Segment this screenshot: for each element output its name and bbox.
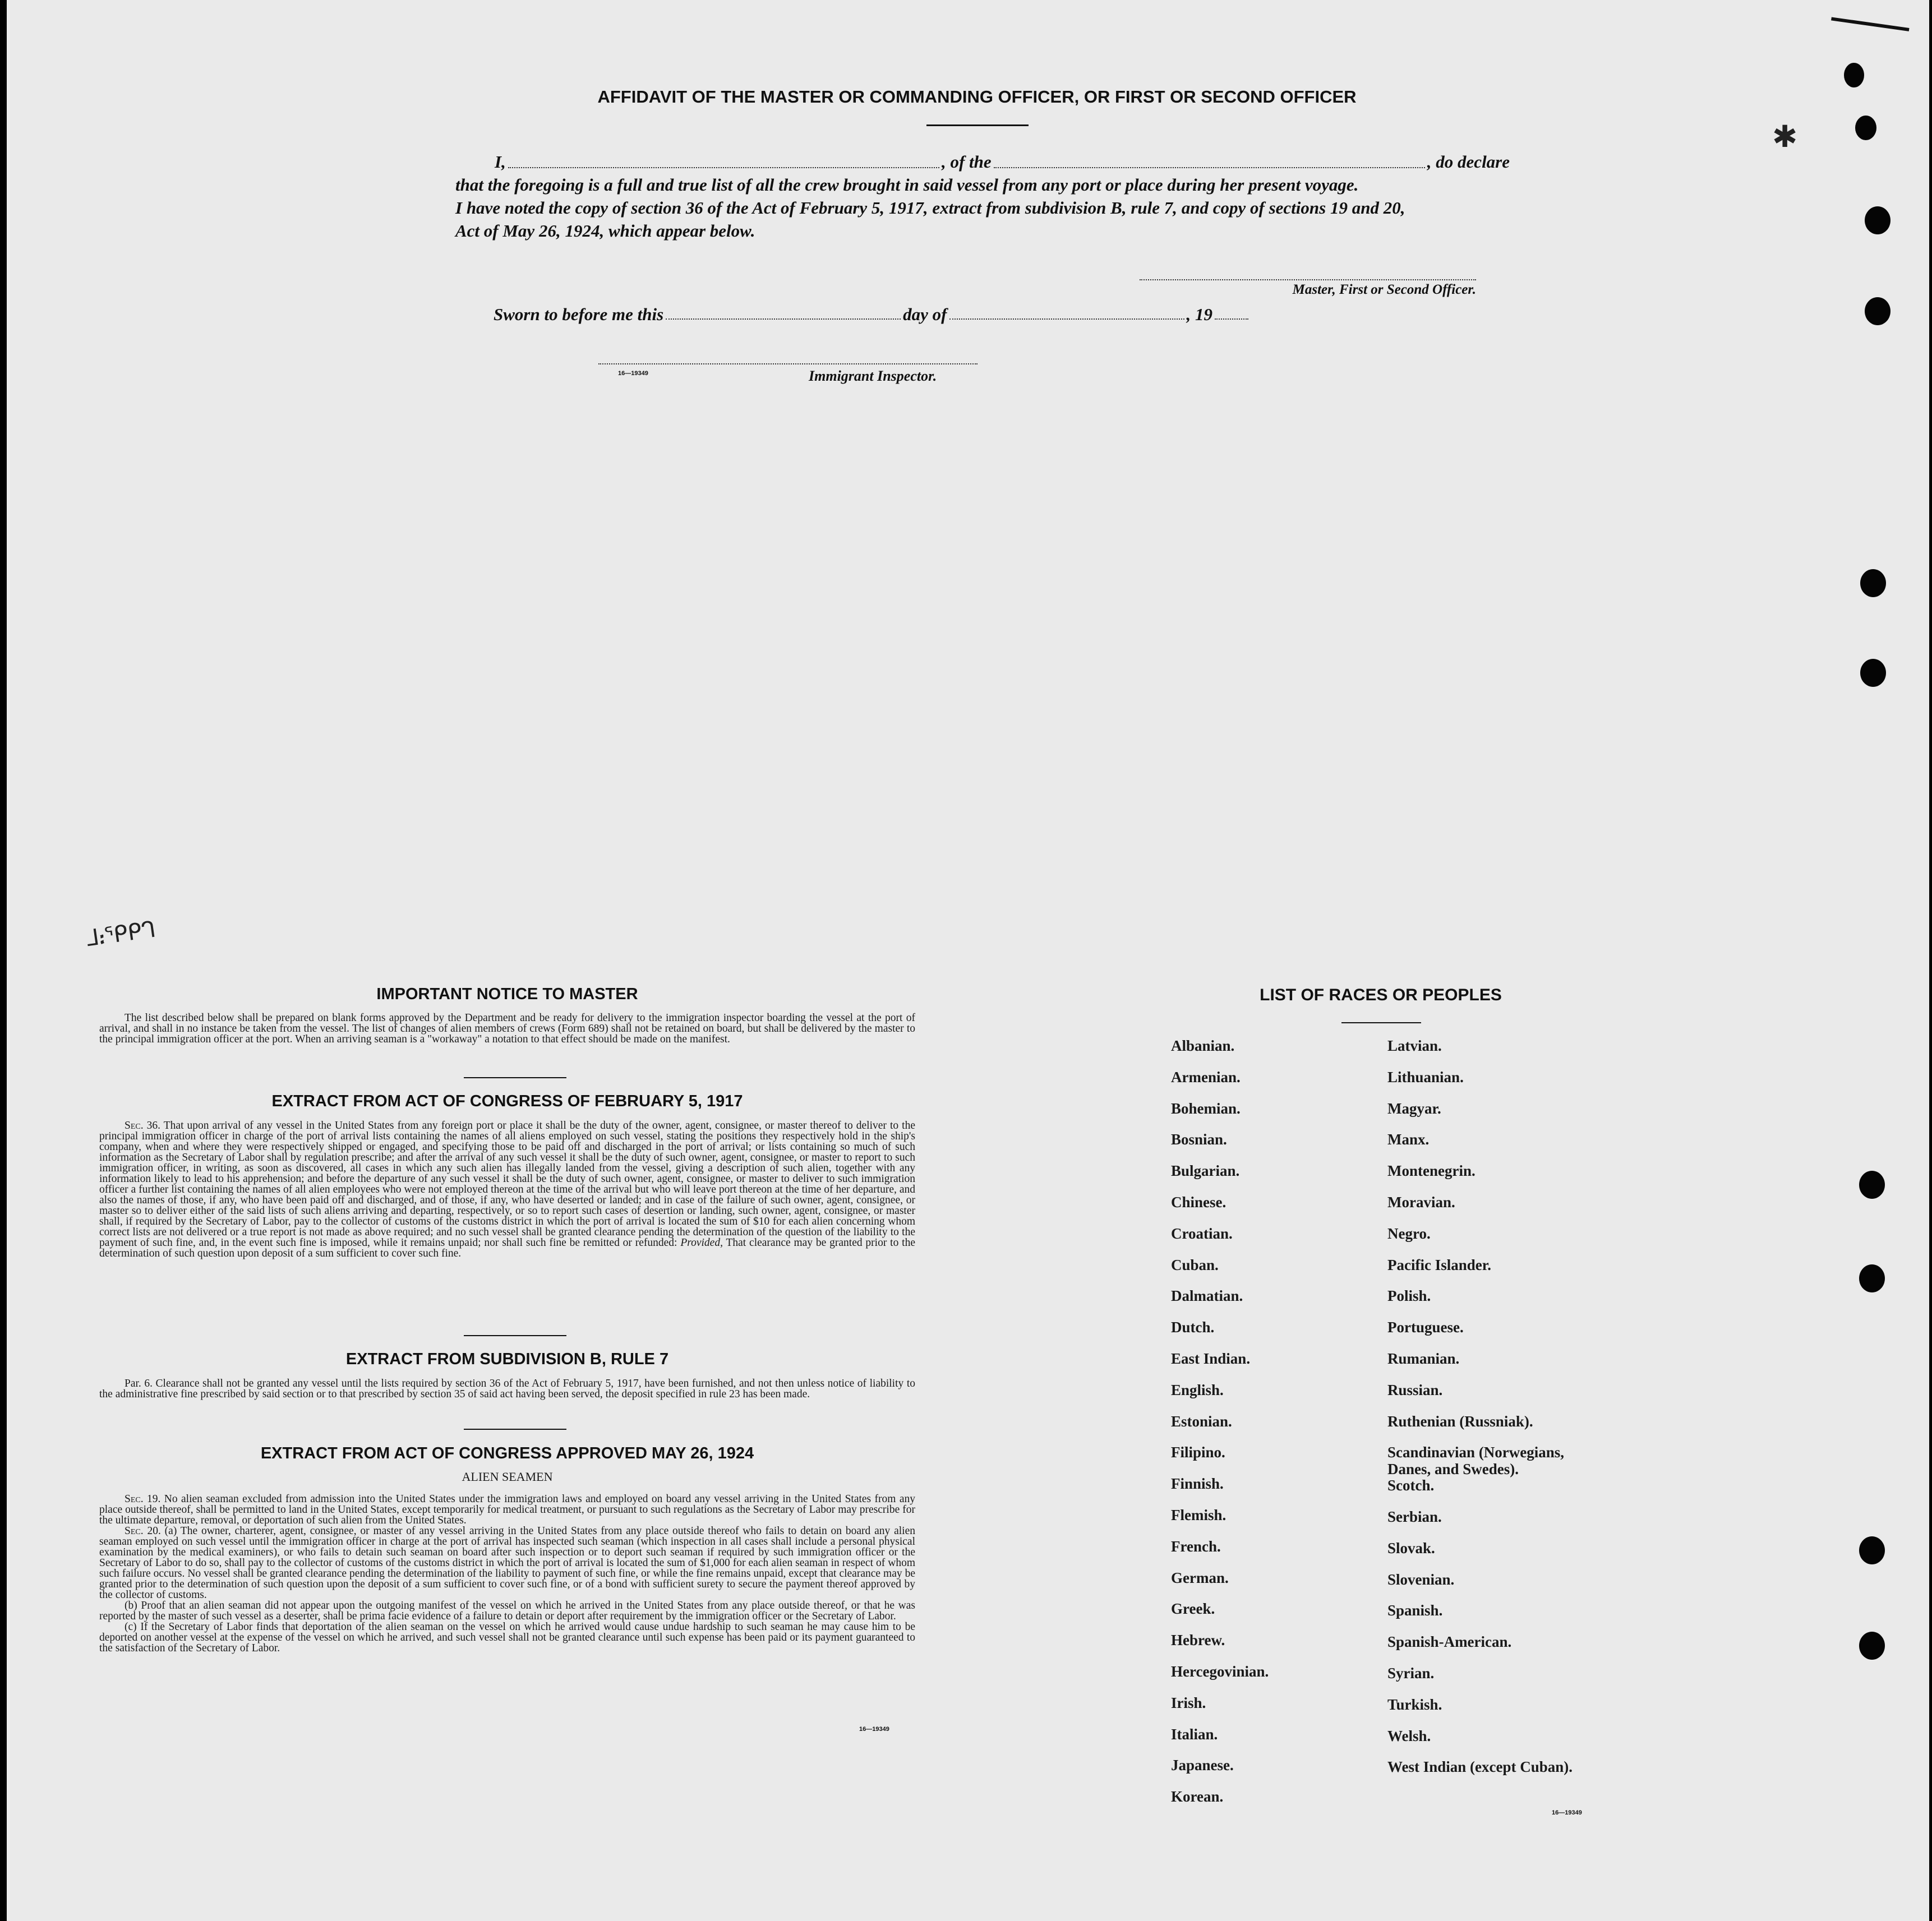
race-item: Dalmatian. [1171,1287,1243,1305]
declarant-name-field[interactable] [508,167,939,168]
race-item: Montenegrin. [1387,1162,1475,1180]
race-item: Chinese. [1171,1194,1226,1211]
affidavit-title: AFFIDAVIT OF THE MASTER OR COMMANDING OFFICER, OR FIRST OR SECOND OFFICER [597,87,1357,107]
race-item: Armenian. [1171,1068,1241,1086]
punch-hole [1844,63,1864,87]
race-item: Japanese. [1171,1757,1234,1774]
page-corner-mark [1828,17,1909,53]
handwritten-mark: ᒧ᎓ᕿᑭᒉ [84,916,158,952]
extract-1917-text [99,1120,915,1259]
race-item: Scandinavian (Norwegians, Danes, and Swedes). [1387,1444,1565,1478]
race-item: Spanish-American. [1387,1633,1512,1651]
punch-hole [1865,297,1890,325]
race-item: West Indian (except Cuban). [1387,1758,1573,1776]
race-item: Finnish. [1171,1475,1224,1493]
race-item: Magyar. [1387,1100,1441,1117]
race-item: Bohemian. [1171,1100,1241,1117]
race-item: Portuguese. [1387,1319,1464,1336]
extract-1924-title: EXTRACT FROM ACT OF CONGRESS APPROVED MAY 26, 1924 [260,1444,754,1462]
declarant-row [455,150,1510,173]
sec36-text-end: That clearance may be granted prior to the determination of such question upon deposit of a sum sufficient to cover such fine. [99,1237,916,1259]
race-item: English. [1171,1381,1224,1398]
section-label: Sec. 19. [125,1493,161,1505]
race-item: Cuban. [1171,1256,1219,1273]
sec20a-text: (a) The owner, charterer, agent, consignee, or master of any vessel arriving in the United States from any place outside thereof who fails to detain on board any alien seaman employed on such vessel until the immigration officer in charge at the port of arrival has inspected such seaman (which inspection in all cases shall include a personal physical examination by the medical examiners), or who fails to detain such seaman on board after such inspection or to deport such seaman if required by such immigration officer or the Secretary of Labor to do so, shall pay to the collector of customs of the customs district in which the port of arrival is located the sum of $1,000 for each alien seaman in respect of whom such failure occurs. No vessel shall be granted clearance pending the determination of the liability to payment of such fine, or while the fine remains unpaid, except that clearance may be granted prior to the determination of such question upon the deposit of a sum sufficient to cover such fine, or of a bond with sufficient surety to secure the payment thereof approved by the collector of customs. [99,1525,916,1601]
races-divider [1341,1022,1421,1023]
year-label: , 19 [1186,304,1212,324]
notice-title: IMPORTANT NOTICE TO MASTER [376,985,638,1003]
race-item: Filipino. [1171,1444,1225,1461]
sec36-text: That upon arrival of any vessel in the United States from any foreign port or place it shall be the duty of the owner, agent, consignee, or master thereof to deliver to the principal immigration officer in charge of the port of arrival lists containing the names of all aliens employed on such vessel, stating the positions they respectively hold in the ship's company, when and where they were respectively shipped or engaged, and specifying those to be paid off and discharged in the port of arrival; or lists containing so much of such information as the Secretary of Labor shall by regulation prescribe; and after the arrival of any such vessel it shall be the duty of such owner, agent, consignee, or master to report to such immigration officer, in writing, as soon as discovered, all cases in which any such alien has illegally landed from the vessel, giving a description of such alien, together with any information likely to lead to his apprehension; and before the departure of any such vessel it shall be the duty of such owner, agent, consignee, or master to deliver to such immigration officer a further list containing the names of all alien employees who were not employed thereon at the time of the arrival but who will leave port thereon at the time of her departure, and also the names of those, if any, who have been paid off and discharged, and of those, if any, who have deserted or landed; and in case of the failure of such owner, agent, consignee, or master so to deliver either of the said lists of such aliens arriving and departing, respectively, or so to report such cases of desertion or landing, such owner, agent, consignee, or master shall, if required by the Secretary of Labor, pay to the collector of customs of the customs district in which the port of arrival is located the sum of $10 for each alien concerning whom correct lists are not delivered or a true report is not made as above required; and no such vessel shall be granted clearance pending the determination of the question of the liability to the payment of such fine, and, in the event such fine is imposed, while it remains unpaid; nor shall such fine be remitted or refunded: [99,1120,915,1249]
race-item: Korean. [1171,1788,1224,1805]
race-item: Syrian. [1387,1665,1435,1682]
race-item: Ruthenian (Russniak). [1387,1412,1533,1430]
race-item: Bulgarian. [1171,1162,1240,1180]
punch-hole [1859,1171,1885,1199]
race-item: Slovak. [1387,1539,1435,1557]
sworn-year-field[interactable] [1215,318,1248,320]
day-of-label: day of [903,304,947,324]
race-item: Manx. [1387,1131,1430,1148]
punch-hole [1855,116,1876,140]
master-signature-label: Master, First or Second Officer. [1292,282,1476,297]
sworn-month-field[interactable] [949,318,1184,320]
inspector-signature-field[interactable] [598,363,977,364]
punch-hole [1859,1264,1885,1292]
punch-hole [1860,659,1886,687]
affidavit-body [455,150,1510,242]
extract-rule7-text [99,1378,915,1400]
races-title: LIST OF RACES OR PEOPLES [1260,986,1502,1004]
document-page [7,0,1929,1921]
master-signature-field[interactable] [1140,279,1476,280]
notice-paragraph: The list described below shall be prepared on blank forms approved by the Department and be ready for delivery to the immigration inspector boarding the vessel at the port of arrival, and shall in no instance be taken from the vessel. The list of changes of alien members of crews (Form 689) shall not be retained on board, but shall be delivered by the master to the principal immigration officer at the port. When an arriving seaman is a "workaway" a notation to that effect should be made on the manifest. [99,1012,915,1045]
extract-1924-text [99,1494,915,1654]
section-label: Sec. 20. [125,1525,161,1537]
race-item: Dutch. [1171,1319,1215,1336]
punch-hole [1865,206,1890,234]
punch-hole [1859,1632,1885,1660]
punch-hole [1860,569,1886,597]
form-number: 16—19349 [859,1726,889,1733]
i-label: I, [495,152,506,172]
race-item: Slovenian. [1387,1571,1455,1588]
race-item: Scotch. [1387,1477,1435,1494]
race-item: Welsh. [1387,1727,1431,1744]
title-divider [926,124,1029,126]
race-item: Flemish. [1171,1507,1226,1523]
section-divider [464,1335,566,1336]
sworn-row [494,304,1251,325]
race-item: French. [1171,1537,1221,1555]
race-item: Latvian. [1387,1037,1442,1054]
affidavit-line: Act of May 26, 1924, which appear below. [455,221,755,241]
rule7-paragraph: Par. 6. Clearance shall not be granted any vessel until the lists required by section 36 of the Act of February 5, 1917, have been furnished, and not then unless notice of liability to the administrative fine prescribed by said section or to that prescribed by section 35 of said act having been served, the deposit specified in rule 23 has been made. [99,1378,915,1400]
race-item: Lithuanian. [1387,1068,1464,1086]
race-item: Rumanian. [1387,1350,1460,1367]
race-item: Albanian. [1171,1037,1235,1054]
extract-1917-title: EXTRACT FROM ACT OF CONGRESS OF FEBRUARY 5, 1917 [271,1092,743,1110]
race-item: Bosnian. [1171,1131,1227,1148]
race-item: Moravian. [1387,1194,1455,1211]
race-item: Spanish. [1387,1602,1443,1619]
race-item: Italian. [1171,1725,1218,1743]
race-item: Irish. [1171,1694,1206,1711]
of-the-label: , of the [941,152,992,172]
provided-word: Provided, [680,1237,723,1249]
sworn-label: Sworn to before me this [494,304,664,324]
affidavit-line: that the foregoing is a full and true list of all the crew brought in said vessel from any port or place during her present voyage. [455,175,1359,195]
race-item: Croatian. [1171,1225,1233,1242]
race-item: Negro. [1387,1225,1431,1242]
race-item: Serbian. [1387,1508,1442,1525]
race-item: Turkish. [1387,1696,1442,1713]
sec19-text: No alien seaman excluded from admission into the United States under the immigration laws and employed on board any vessel arriving in the United States from any place outside thereof, shall be permitted to land in the United States, except temporarily for medical treatment, or pursuant to such regulations as the Secretary of Labor may prescribe for the ultimate departure, removal, or deportation of such alien from the United States. [99,1493,915,1526]
race-item: Russian. [1387,1381,1443,1398]
form-number: 16—19349 [1552,1809,1582,1816]
sec20b-text: (b) Proof that an alien seaman did not appear upon the outgoing manifest of the vessel on which he arrived in the United States from any place outside thereof, or that he was reported by the master of such vessel as a deserter, shall be prima facie evidence of a failure to detain or deport after requirement by the immigration officer or the Secretary of Labor. [99,1600,915,1622]
alien-seamen-subtitle: ALIEN SEAMEN [462,1470,553,1484]
race-item: German. [1171,1569,1229,1586]
section-divider [464,1077,566,1078]
affidavit-line: I have noted the copy of section 36 of the Act of February 5, 1917, extract from subdivision B, rule 7, and copy of sections 19 and 20, [455,198,1405,218]
race-item: Hebrew. [1171,1632,1225,1649]
race-item: Polish. [1387,1287,1431,1305]
form-number: 16—19349 [618,370,648,377]
sworn-day-field[interactable] [666,318,901,320]
do-declare-label: , do declare [1427,152,1510,172]
sec20c-text: (c) If the Secretary of Labor finds that deportation of the alien seaman on the vessel on which he arrived would cause undue hardship to such seaman he may cause him to be deported on another vessel at the expense of the vessel on which he arrived, and such vessel shall not be granted clearance until such expense has been paid or its payment guaranteed to the satisfaction of the Secretary of Labor. [99,1621,915,1654]
ink-blot: ✱ [1772,120,1798,154]
inspector-label: Immigrant Inspector. [809,368,937,384]
extract-rule7-title: EXTRACT FROM SUBDIVISION B, RULE 7 [345,1350,669,1368]
race-item: Estonian. [1171,1412,1232,1430]
vessel-name-field[interactable] [994,167,1425,168]
race-item: East Indian. [1171,1350,1251,1367]
notice-text [99,1013,915,1045]
race-item: Greek. [1171,1600,1215,1618]
section-label: Sec. 36. [125,1120,161,1132]
race-item: Pacific Islander. [1387,1256,1491,1273]
section-divider [464,1429,566,1430]
race-item: Hercegovinian. [1171,1663,1269,1680]
punch-hole [1859,1536,1885,1564]
